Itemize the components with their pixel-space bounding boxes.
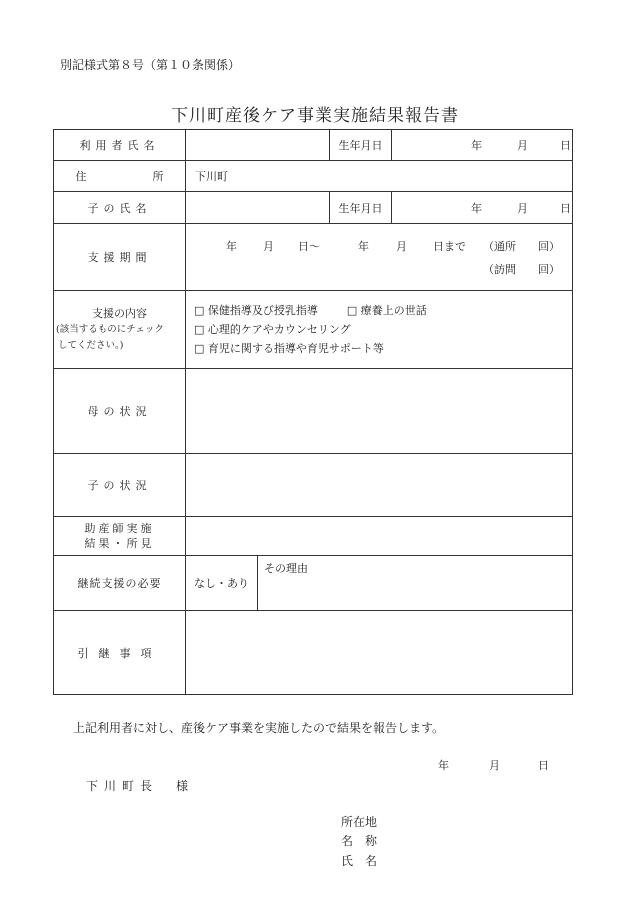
row-user-name — [54, 130, 573, 161]
support-content-checkboxes — [186, 291, 573, 369]
user-name-label: 利用者氏名 — [54, 130, 186, 161]
period-end-day: 日まで — [433, 240, 466, 253]
support-content-note: してください。) — [58, 339, 124, 351]
day-unit: 日 — [560, 139, 571, 152]
row-child-name — [54, 192, 573, 224]
row-support-period — [54, 224, 573, 291]
midwife-label-line2: 結果・所見 — [84, 537, 155, 550]
handover-field[interactable] — [186, 611, 573, 695]
child-status-label: 子の状況 — [54, 454, 186, 517]
support-content-label-cell — [54, 291, 186, 369]
signature-location-label: 所在地 — [341, 815, 378, 829]
signature-name-label: 名 称 — [341, 834, 378, 848]
checkbox-health-guidance[interactable]: □ 保健指導及び授乳指導 — [194, 304, 318, 317]
user-birth-label: 生年月日 — [330, 130, 392, 161]
form-reference: 別記様式第８号（第１０条関係） — [60, 58, 241, 72]
period-end-month: 月 — [396, 240, 407, 253]
support-content-note: (該当するものにチェック — [56, 323, 164, 335]
year-unit: 年 — [471, 201, 482, 215]
report-table — [53, 129, 573, 695]
support-period-label: 支援期間 — [54, 224, 186, 291]
checkbox-medical-care[interactable]: □ 療養上の世話 — [346, 304, 427, 317]
user-name-field[interactable] — [186, 130, 330, 161]
continuation-label: 継続支援の必要 — [54, 556, 186, 611]
child-birth-field[interactable] — [392, 192, 573, 224]
row-child-status — [54, 454, 573, 517]
continuation-reason-field[interactable] — [258, 556, 573, 611]
midwife-label-line1: 助産師実施 — [84, 522, 155, 535]
period-start-day: 日〜 — [298, 240, 320, 253]
row-midwife-findings — [54, 517, 573, 556]
report-date-month: 月 — [489, 759, 500, 772]
midwife-findings-label — [54, 517, 186, 556]
user-birth-field[interactable] — [392, 130, 573, 161]
signature-person-label: 氏 名 — [341, 854, 378, 868]
row-handover — [54, 611, 573, 695]
address-label: 住所 — [54, 161, 186, 192]
row-mother-status — [54, 369, 573, 454]
support-period-field[interactable] — [186, 224, 573, 291]
row-continuation — [54, 556, 573, 611]
home-visit-count: （訪問 回） — [483, 263, 560, 276]
child-birth-label: 生年月日 — [330, 192, 392, 224]
reason-label: その理由 — [264, 562, 308, 575]
report-date-day: 日 — [538, 759, 549, 772]
period-end-year: 年 — [358, 240, 369, 253]
support-content-label: 支援の内容 — [92, 306, 147, 320]
period-start-month: 月 — [263, 240, 274, 253]
month-unit: 月 — [517, 201, 528, 215]
checkbox-psychological-care[interactable]: □ 心理的ケアやカウンセリング — [194, 323, 351, 336]
midwife-findings-field[interactable] — [186, 517, 573, 556]
period-start-year: 年 — [226, 240, 237, 253]
mother-status-label: 母の状況 — [54, 369, 186, 454]
child-status-field[interactable] — [186, 454, 573, 517]
addressee: 下川町長 様 — [86, 779, 195, 793]
child-name-label: 子の氏名 — [54, 192, 186, 224]
document-title: 下川町産後ケア事業実施結果報告書 — [171, 106, 459, 126]
mother-status-field[interactable] — [186, 369, 573, 454]
continuation-choice[interactable]: なし・あり — [186, 556, 258, 611]
year-unit: 年 — [471, 139, 482, 152]
row-address — [54, 161, 573, 192]
day-unit: 日 — [560, 201, 571, 215]
closing-statement: 上記利用者に対し、産後ケア事業を実施したので結果を報告します。 — [73, 721, 445, 735]
row-support-content — [54, 291, 573, 369]
report-date-year: 年 — [438, 759, 449, 772]
child-name-field[interactable] — [186, 192, 330, 224]
month-unit: 月 — [517, 139, 528, 152]
address-field[interactable]: 下川町 — [186, 161, 573, 192]
facility-visit-count: （通所 回） — [483, 240, 560, 253]
handover-label: 引継事項 — [54, 611, 186, 695]
checkbox-childcare-support[interactable]: □ 育児に関する指導や育児サポート等 — [194, 342, 384, 355]
